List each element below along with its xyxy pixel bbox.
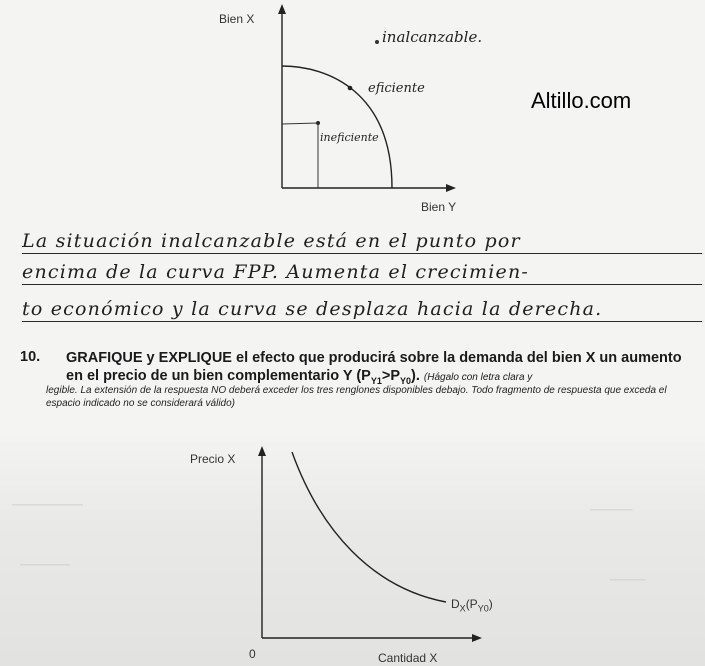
efficient-point xyxy=(348,86,353,91)
question-main-text: GRAFIQUE y EXPLIQUE el efecto que producirá sobre la demanda del bien X un aumento en el precio de un bien complementario Y (P xyxy=(66,350,682,384)
demand-curve xyxy=(292,452,446,602)
question-gt-text: >P xyxy=(381,368,401,384)
inefficient-point-guides xyxy=(282,123,318,188)
question-number: 10. xyxy=(20,349,41,365)
ppf-y-axis-label: Bien X xyxy=(219,12,255,26)
curve-label-close: ) xyxy=(488,597,493,611)
answer-line-3: to económico y la curva se desplaza hacia la derecha. xyxy=(22,297,702,322)
unreachable-annotation: inalcanzable. xyxy=(382,28,483,46)
bleed-through-text: ────── xyxy=(590,505,633,516)
curve-label-x: X xyxy=(459,603,466,614)
question-sub-y0: Y0 xyxy=(400,375,412,386)
curve-label-y0: Y0 xyxy=(477,603,489,614)
bleed-through-text: ───── xyxy=(610,575,646,586)
demand-curve-label xyxy=(451,597,493,613)
unreachable-point xyxy=(375,40,379,44)
ppf-x-axis-arrow xyxy=(446,184,456,192)
ppf-y-axis-arrow xyxy=(278,4,286,14)
demand-figure xyxy=(250,440,490,660)
ppf-x-axis-label: Bien Y xyxy=(421,200,457,214)
answer-line-2: encima de la curva FPP. Aumenta el crecimien- xyxy=(22,260,702,285)
demand-y-axis-label: Precio X xyxy=(190,452,236,466)
question-note-rest: legible. La extensión de la respuesta NO deberá exceder los tres renglones disponibles debajo. Todo fragmento de respuesta que exceda el espacio indicado no se considerará válido) xyxy=(46,385,667,409)
question-sub-y1: Y1 xyxy=(370,375,382,386)
bleed-through-text: ─────── xyxy=(20,560,70,571)
bleed-through-text: ────────── xyxy=(12,500,83,511)
demand-y-axis-arrow xyxy=(258,446,266,456)
watermark: Altillo.com xyxy=(531,88,632,113)
curve-label-d: D xyxy=(451,597,460,611)
efficient-annotation: eficiente xyxy=(368,81,425,96)
question-close-text: ). xyxy=(411,368,420,384)
question-note-start: (Hágalo con letra clara y xyxy=(423,372,533,383)
answer-line-1: La situación inalcanzable está en el punto por xyxy=(22,229,702,254)
demand-x-axis-arrow xyxy=(472,634,482,642)
demand-x-axis-label: Cantidad X xyxy=(378,651,438,665)
curve-label-paren: (P xyxy=(465,597,478,611)
demand-origin-label: 0 xyxy=(249,647,256,661)
inefficient-annotation: ineficiente xyxy=(320,131,379,144)
